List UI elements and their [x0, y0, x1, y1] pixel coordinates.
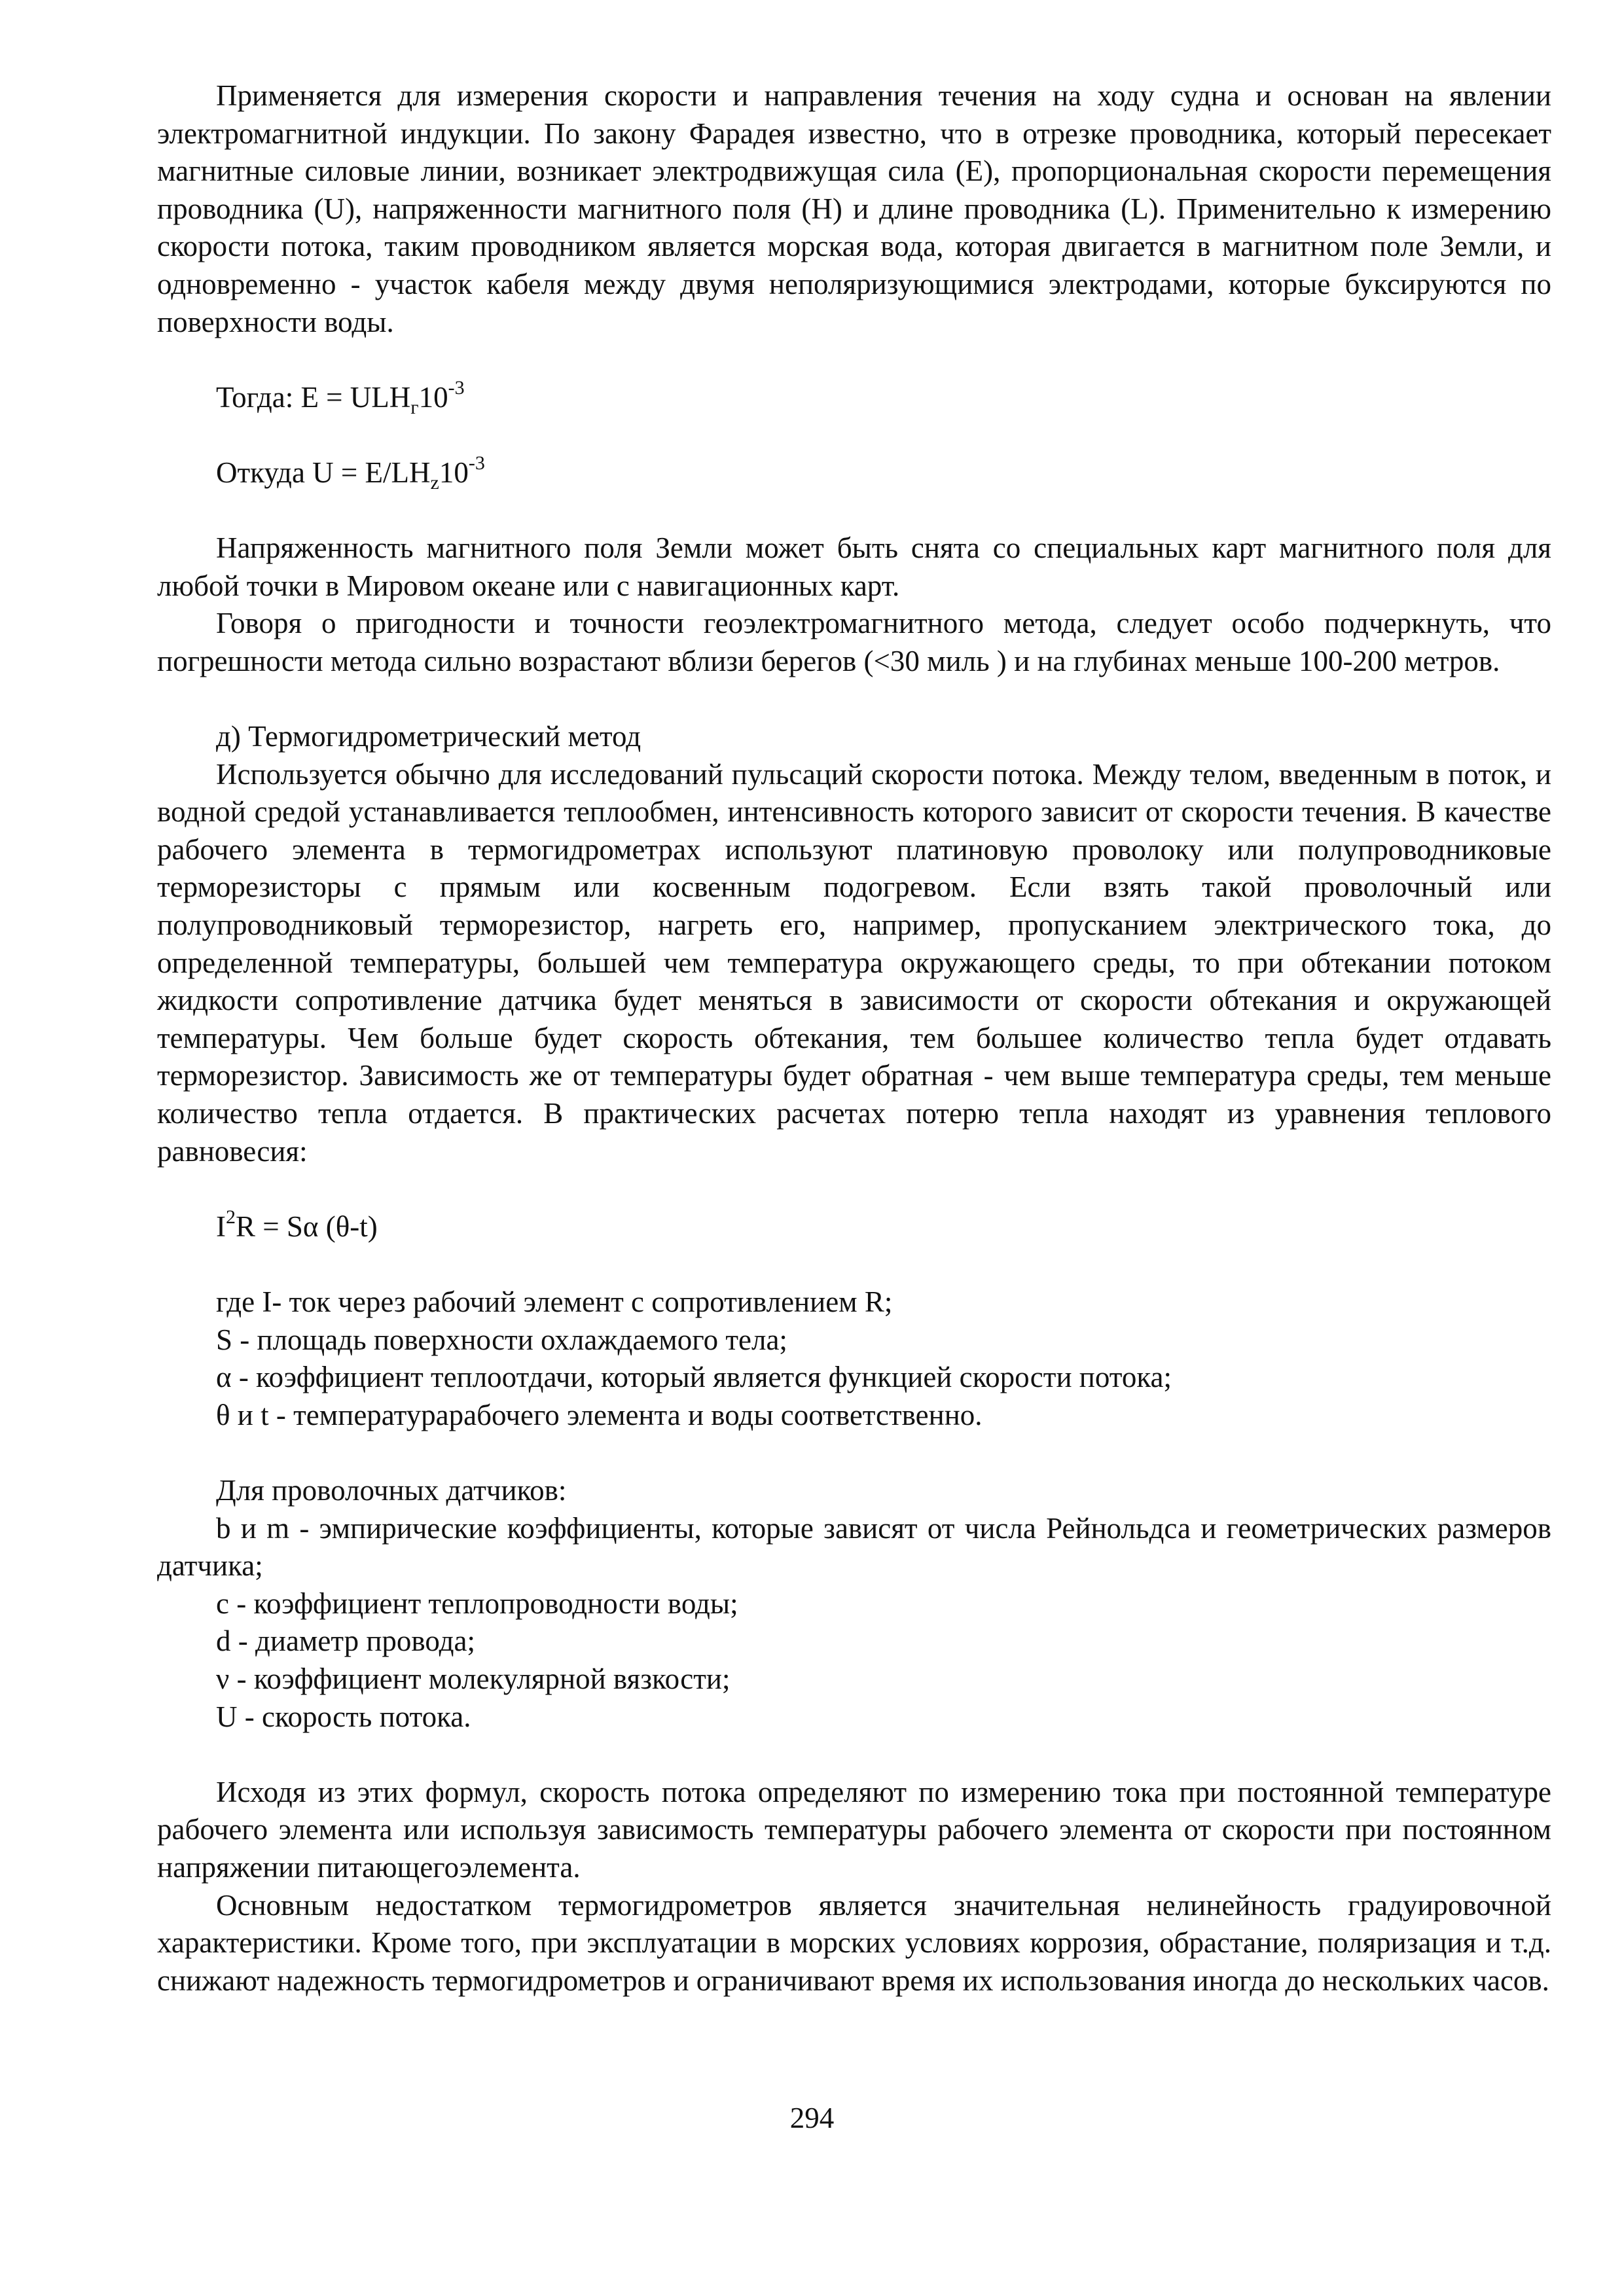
formula-then	[157, 376, 1551, 418]
formula-then-sub: г	[410, 396, 419, 418]
term-diameter: d - диаметр провода;	[216, 1624, 475, 1658]
definition-area: S - площадь поверхности охлаждаемого тела;	[216, 1323, 787, 1356]
formula-then-base: 10	[418, 380, 448, 414]
formula-hence-sub: z	[430, 471, 439, 493]
definition-current: где I- ток через рабочий элемент с сопротивлением R;	[216, 1285, 893, 1318]
body-text	[157, 77, 1551, 2000]
formula-then-exponent: -3	[448, 376, 465, 399]
formula-then-prefix: Тогда: Е = ULH	[216, 380, 411, 414]
spacer	[157, 1736, 1551, 1774]
spacer	[157, 492, 1551, 530]
term-viscosity: ν - коэффициент молекулярной вязкости;	[216, 1662, 731, 1695]
paragraph-conclusion: Исходя из этих формул, скорость потока определяют по измерению тока при постоянной температуре рабочего элемента или используя зависимость температуры рабочего элемента от скорости при постоянном напряжении питающегоэлемента.	[157, 1775, 1551, 1884]
paragraph-accuracy: Говоря о пригодности и точности геоэлектромагнитного метода, следует особо подчеркнуть, что погрешности метода сильно возрастают вблизи берегов (<30 миль ) и на глубинах меньше 100-200 метров.	[157, 607, 1551, 677]
formula-hence-prefix: Откуда U = E/LH	[216, 456, 431, 489]
formula-hence-exponent: -3	[468, 452, 485, 474]
spacer	[157, 1170, 1551, 1208]
page-number: 294	[789, 2102, 835, 2134]
formula-hence-base: 10	[439, 456, 469, 489]
paragraph-coefficients: b и m - эмпирические коэффициенты, которые зависят от числа Рейнольдса и геометрических размеров датчика;	[157, 1511, 1551, 1583]
definition-alpha: α - коэффициент теплоотдачи, который является функцией скорости потока;	[216, 1361, 1172, 1394]
heading-wire-sensors: Для проволочных датчиков:	[216, 1473, 567, 1507]
paragraph-magnetic-field: Напряженность магнитного поля Земли может быть снята со специальных карт магнитного поля для любой точки в Мировом океане или с навигационных карт.	[157, 531, 1551, 602]
spacer	[157, 341, 1551, 379]
spacer	[157, 681, 1551, 719]
spacer	[157, 1434, 1551, 1472]
paragraph-em-method: Применяется для измерения скорости и направления течения на ходу судна и основан на явлении электромагнитной индукции. По закону Фарадея известно, что в отрезке проводника, который пересекает магнитные силовые линии, возникает электродвижущая сила (Е), пропорциональная скорости перемещения проводника (U), напряженности магнитного поля (Н) и длине проводника (L). Применительно к измерению скорости потока, таким проводником является морская вода, которая двигается в магнитном поле Земли, и одновременно - участок кабеля между двумя неполяризующимися электродами, которые буксируются по поверхности воды.	[157, 79, 1551, 338]
term-conductivity: с - коэффициент теплопроводности воды;	[216, 1587, 738, 1620]
formula-hence	[157, 454, 1551, 492]
spacer	[157, 416, 1551, 454]
definition-theta: θ и t - температурарабочего элемента и воды соответственно.	[216, 1398, 983, 1431]
paragraph-thermo-method: Используется обычно для исследований пульсаций скорости потока. Между телом, введенным в поток, и водной средой устанавливается теплообмен, интенсивность которого зависит от скорости течения. В качестве рабочего элемента в термогидрометрах используют платиновую проволоку или полупроводниковые терморезисторы с прямым или косвенным подогревом. Если взять такой проволочный или полупроводниковый терморезистор, нагреть его, например, пропусканием электрического тока, до определенной температуры, большей чем температура окружающего среды, то при обтекании потоком жидкости сопротивление датчика будет меняться в зависимости от скорости обтекания и окружающей температуры. Чем больше будет скорость обтекания, тем большее количество тепла будет отдавать терморезистор. Зависимость же от температуры будет обратная - чем выше температура среды, тем меньше количество тепла отдается. В практических расчетах потерю тепла находят из уравнения теплового равновесия:	[157, 757, 1551, 1168]
spacer	[157, 1246, 1551, 1283]
formula-heat-balance	[157, 1208, 1551, 1246]
formula-heat-i: I	[216, 1210, 226, 1243]
paragraph-drawbacks: Основным недостатком термогидрометров является значительная нелинейность градуировочной характеристики. Кроме того, при эксплуатации в морских условиях коррозия, обрастание, поляризация и т.д. снижают надежность термогидрометров и ограничивают время их использования иногда до нескольких часов.	[157, 1888, 1551, 1997]
formula-heat-exponent: 2	[226, 1206, 236, 1228]
formula-heat-rest: R = Sα (θ-t)	[236, 1210, 378, 1243]
section-heading-thermo: д) Термогидрометрический метод	[216, 720, 641, 753]
term-velocity: U - скорость потока.	[216, 1700, 471, 1733]
